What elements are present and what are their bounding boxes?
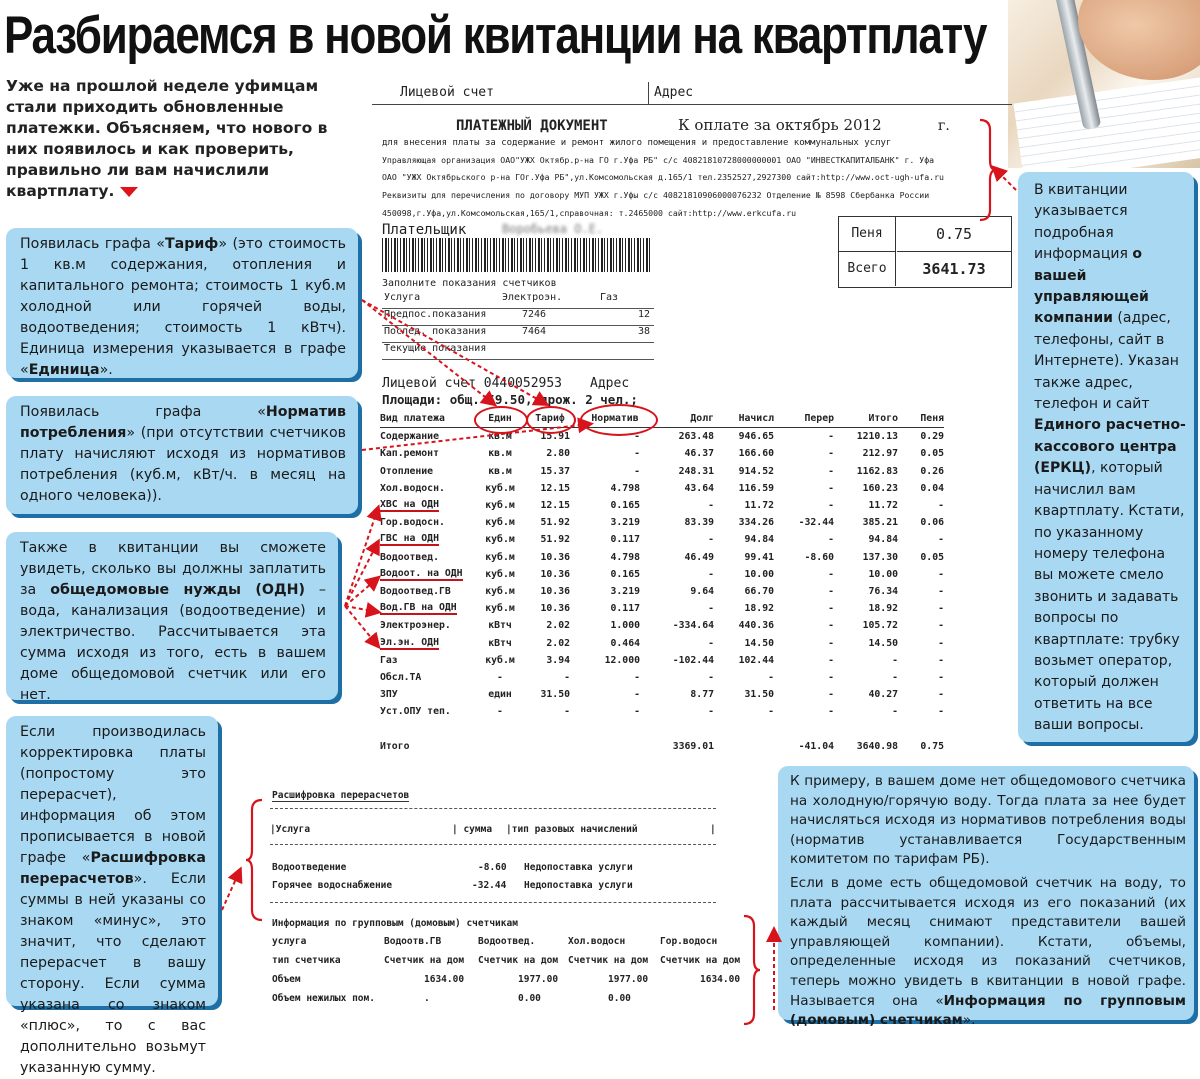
mgmt-address: ОАО "УЖХ Октябрьского р-на ГОг.Уфа РБ",ул.Комсомольская д.165/1 тел.2352527,2927300 сайт:http://www.oct-ugh-ufa.ru (382, 172, 944, 182)
cell-value: 10.36 (540, 603, 570, 615)
cell-value: - (708, 568, 714, 580)
group-cell: 1977.00 (518, 974, 559, 985)
meters-row-el: 7464 (522, 326, 547, 337)
callout-bold: Единого расчетно-кассового центра (ЕРКЦ) (1034, 417, 1186, 477)
address-label: Адрес (654, 85, 694, 100)
group-cell: услуга (272, 936, 307, 947)
cell-value: 440.36 (738, 620, 774, 632)
cell-value: 10.00 (744, 568, 774, 580)
callout-bold: Единица (28, 362, 100, 378)
meters-row-el: 7246 (522, 309, 547, 320)
callout-bold: Тариф (164, 236, 219, 252)
callout-text: Также в квитанции вы сможете увидеть, сколько вы должны заплатить за (20, 540, 326, 598)
cell-value: Эл.эн. ОДН (380, 636, 439, 648)
total-cell-penalty: 0.75 (920, 741, 944, 753)
erkc-line: 450098,г.Уфа,ул.Комсомольская,165/1,справочная: т.2465000 сайт:http://www.erkcufa.ru (382, 208, 797, 218)
cell-value: 1162.83 (856, 465, 898, 477)
callout-bold: о вашей управляющей компании (1034, 246, 1149, 327)
group-cell: Счетчик на дом (478, 955, 559, 966)
cell-value: - (828, 431, 834, 443)
arrow-to-norm (362, 424, 590, 450)
cell-value: 12.000 (604, 654, 640, 666)
callout-text: Если производилась корректировка платы (попростому это перерасчет), информация об этом прописывается в новой графе « (20, 724, 206, 866)
th-tariff: Тариф (535, 413, 565, 425)
callout-text: ». Если суммы в ней указаны со знаком «минус», это значит, что сделают перерасчет в вашу сторону. Если сумма указана со знаком «плюс», то с вас дополнительно возьмут указанную сумму. (20, 871, 206, 1076)
year-suffix: г. (938, 118, 950, 134)
cell-value: 46.37 (684, 448, 714, 460)
areas-line: Площади: общ. 59.50, прож. 2 чел.; (382, 392, 638, 407)
recalc-title: Расшифровка перерасчетов (272, 790, 410, 801)
callout-bold: Расшифровка перерасчетов (20, 850, 206, 887)
account-number: Лицевой счет 0440052953 (382, 376, 563, 391)
meters-row-gas: 12 (637, 309, 650, 320)
cell-value: 2.02 (546, 620, 570, 632)
cell-value: 1.000 (610, 620, 640, 632)
cell-value: - (828, 654, 834, 666)
cell-value: - (634, 465, 640, 477)
cell-value: 10.36 (540, 568, 570, 580)
cell-value: - (938, 689, 944, 701)
cell-value: куб.м (485, 534, 515, 546)
cell-value: - (708, 706, 714, 718)
cell-value: 2.80 (546, 448, 570, 460)
th-total: Итого (868, 413, 898, 425)
cell-value: куб.м (485, 551, 515, 563)
cell-value: - (634, 689, 640, 701)
cell-value: 18.92 (744, 603, 774, 615)
cell-value: 15.37 (540, 465, 570, 477)
account-label: Лицевой счет (400, 85, 494, 100)
cell-value: 51.92 (540, 517, 570, 529)
cell-value: 0.04 (920, 482, 944, 494)
cell-value: - (828, 568, 834, 580)
arrow-to-gvs-odn (345, 542, 378, 606)
meters-title: Заполните показания счетчиков (382, 278, 557, 289)
cell-value: 0.29 (920, 431, 944, 443)
callout-text: – вода, канализация (водоотведение) и электричество. Рассчитывается эта сумма исходя из того, есть в вашем доме общедомовой счетчик или его нет. (20, 582, 327, 703)
callout-text: ». (962, 1012, 976, 1029)
cell-value: -102.44 (672, 654, 714, 666)
cell-value: куб.м (485, 482, 515, 494)
cell-value: 914.52 (738, 465, 774, 477)
callout-text: » (при отсутствии счетчиков плату начисляют исходя из нормативов потребления (куб.м, кВт/ч. в месяц на одного человека)). (20, 425, 346, 504)
group-cell: 0.00 (608, 993, 631, 1004)
cell-value: - (768, 706, 774, 718)
cell-value: 0.117 (610, 534, 640, 546)
purpose-line: для внесения платы за содержание и ремонт жилого помещения и предоставление коммунальных услуг (382, 138, 892, 148)
cell-value: куб.м (485, 517, 515, 529)
callout-text: К примеру, в вашем доме нет общедомового счетчика на холодную/горячую воду. Тогда плата за нее будет начисляться исходя из нормативов потребления воды (норматив устанавливается Государственным комитетом по тарифам РБ). (790, 773, 1186, 868)
cell-value: един (488, 689, 512, 701)
cell-value: 11.72 (868, 500, 898, 512)
cell-value: Гор.водосн. (380, 517, 445, 529)
cell-value: - (828, 500, 834, 512)
cell-value: - (828, 482, 834, 494)
cell-value: 334.26 (738, 517, 774, 529)
cell-value: 102.44 (738, 654, 774, 666)
cell-value: 166.60 (738, 448, 774, 460)
total-cell-debt: 3369.01 (672, 741, 714, 753)
cell-value: - (828, 603, 834, 615)
meters-head-electric: Электроэн. (502, 292, 563, 303)
th-norm: Норматив (591, 413, 639, 425)
cell-value: 94.84 (868, 534, 898, 546)
bracket-recalc (246, 800, 262, 920)
page-title: Разбираемся в новой квитанции на квартплату (4, 6, 987, 65)
cell-value: - (938, 637, 944, 649)
recalc-row-name: Водоотведение (272, 862, 347, 873)
th-type: Вид платежа (380, 413, 445, 425)
cell-value: - (938, 654, 944, 666)
cell-value: Уст.ОПУ теп. (380, 706, 451, 718)
cell-value: 12.15 (540, 500, 570, 512)
recalc-row-sum: -32.44 (472, 880, 507, 891)
cell-value: Отопление (380, 465, 434, 477)
cell-value: Газ (380, 654, 398, 666)
cell-value: -334.64 (672, 620, 714, 632)
cell-value: 116.59 (738, 482, 774, 494)
group-cell: 1977.00 (608, 974, 649, 985)
group-cell: . (424, 993, 430, 1004)
cell-value: куб.м (485, 500, 515, 512)
group-cell: Объем нежилых пом. (272, 993, 375, 1004)
cell-value: - (828, 585, 834, 597)
arrow-to-company (994, 168, 1016, 190)
cell-value: 3.219 (610, 585, 640, 597)
payer-label: Плательщик (382, 222, 467, 238)
cell-value: 0.117 (610, 603, 640, 615)
th-charged: Начисл (738, 413, 774, 425)
cell-value: куб.м (485, 568, 515, 580)
cell-value: 51.92 (540, 534, 570, 546)
cell-value: - (634, 706, 640, 718)
cell-value: 0.165 (610, 500, 640, 512)
cell-value: Обсл.ТА (380, 671, 422, 683)
cell-value: 10.00 (868, 568, 898, 580)
total-cell-type: Итого (380, 741, 410, 753)
cell-value: - (828, 620, 834, 632)
group-cell: Счетчик на дом (660, 955, 741, 966)
meters-row-gas: 38 (637, 326, 650, 337)
cell-value: 946.65 (738, 431, 774, 443)
cell-value: - (938, 534, 944, 546)
bracket-group (744, 916, 760, 1024)
cell-value: - (497, 671, 503, 683)
recalc-row-name: Горячее водоснабжение (272, 880, 393, 891)
cell-value: 263.48 (678, 431, 714, 443)
cell-value: 105.72 (862, 620, 898, 632)
cell-value: - (768, 671, 774, 683)
cell-value: ГВС на ОДН (380, 533, 439, 545)
cell-value: 1210.13 (856, 431, 898, 443)
group-cell: 0.00 (518, 993, 541, 1004)
meters-head-gas: Газ (600, 292, 619, 303)
cell-value: - (828, 465, 834, 477)
cell-value: - (892, 654, 898, 666)
arrow-to-tariff (362, 300, 546, 404)
cell-value: - (708, 534, 714, 546)
lead-text: Уже на прошлой неделе уфимцам стали приходить обновленные платежки. Объясняем, что нового в них появилось и как проверить, правильно ли вам начислили квартплату. (6, 77, 328, 200)
cell-value: - (828, 671, 834, 683)
cell-value: 385.21 (862, 517, 898, 529)
group-cell: тип счетчика (272, 955, 341, 966)
callout-text: , который начислил вам квартплату. Кстати, по указанному номеру телефона вы можете смело звонить и задавать вопросы по квартплате: трубку возьмет оператор, который должен ответить на все ваши вопросы. (1034, 460, 1185, 734)
cell-value: Хол.водосн. (380, 482, 445, 494)
cell-value: 43.64 (684, 482, 714, 494)
callout-text: Появилась графа « (20, 404, 266, 420)
total-cell-total: 3640.98 (856, 741, 898, 753)
cell-value: 0.165 (610, 568, 640, 580)
group-cell: Счетчик на дом (568, 955, 649, 966)
cell-value: - (938, 706, 944, 718)
total-value: 3641.73 (922, 260, 986, 278)
callout-text: Появилась графа « (20, 236, 165, 252)
group-cell: 1634.00 (700, 974, 741, 985)
callout-text: » (это стоимость 1 кв.м содержания, отопления и капитального ремонта; стоимость 1 куб.м холодной или горячей воды, водоотведения; стоимость 1 кВтч). Единица измерения указывается в графе « (20, 236, 346, 378)
meters-head-service: Услуга (384, 292, 421, 303)
cell-value: - (564, 706, 570, 718)
arrow-to-unit (362, 300, 494, 404)
cell-value: куб.м (485, 654, 515, 666)
cell-value: ЗПУ (380, 689, 398, 701)
cell-value: 3.94 (546, 654, 570, 666)
cell-value: - (564, 671, 570, 683)
th-recalc: Перер (804, 413, 834, 425)
recalc-head-sum: | сумма (452, 824, 493, 835)
cell-value: - (828, 448, 834, 460)
cell-value: - (708, 603, 714, 615)
cell-value: - (938, 500, 944, 512)
cell-value: 76.34 (868, 585, 898, 597)
cell-value: 15.91 (540, 431, 570, 443)
cell-value: 10.36 (540, 585, 570, 597)
cell-value: 31.50 (744, 689, 774, 701)
group-cell: Гор.водосн (660, 936, 718, 947)
cell-value: 83.39 (684, 517, 714, 529)
cell-value: 0.26 (920, 465, 944, 477)
cell-value: - (828, 637, 834, 649)
cell-value: - (828, 689, 834, 701)
cell-value: - (634, 448, 640, 460)
cell-value: - (828, 706, 834, 718)
cell-value: 0.464 (610, 637, 640, 649)
cell-value: - (892, 706, 898, 718)
group-cell: Объем (272, 974, 301, 985)
cell-value: 2.02 (546, 637, 570, 649)
bracket-company (980, 120, 996, 220)
cell-value: 46.49 (684, 551, 714, 563)
callout-text: В квитанции указывается подробная информация (1034, 182, 1133, 263)
cell-value: Водоот. на ОДН (380, 567, 463, 579)
cell-value: 3.219 (610, 517, 640, 529)
cell-value: Вод.ГВ на ОДН (380, 602, 457, 614)
mgmt-line: Управляющая организация ОАО"УЖХ Октябр.р-на ГО г.Уфа РБ" с/с 40821810728000000001 ОАО "ИНВЕСТКАПИТАЛБАНК" г. Уфа (382, 155, 935, 165)
meters-row-label: Текущие показания (384, 343, 487, 354)
cell-value: - (634, 671, 640, 683)
cell-value: - (708, 671, 714, 683)
cell-value: - (708, 637, 714, 649)
penalty-label: Пеня (839, 217, 896, 252)
group-cell: 1634.00 (424, 974, 465, 985)
cell-value: куб.м (485, 603, 515, 615)
recalc-head-type: |тип разовых начислений (506, 824, 638, 835)
cell-value: ХВС на ОДН (380, 499, 439, 511)
callout-text: ». (99, 362, 113, 378)
recalc-row-type: Недопоставка услуги (524, 862, 633, 873)
cell-value: 160.23 (862, 482, 898, 494)
cell-value: 212.97 (862, 448, 898, 460)
recalc-row-type: Недопоставка услуги (524, 880, 633, 891)
cell-value: 11.72 (744, 500, 774, 512)
callout-text: (адрес, телефоны, сайт в Интернете). Указан также адрес, телефон и сайт (1034, 310, 1179, 413)
cell-value: Водоотвед. (380, 551, 439, 563)
cell-value: кв.м (488, 465, 512, 477)
cell-value: - (938, 603, 944, 615)
cell-value: 14.50 (868, 637, 898, 649)
address2-label: Адрес (590, 376, 630, 391)
cell-value: кв.м (488, 448, 512, 460)
cell-value: - (938, 585, 944, 597)
cell-value: 10.36 (540, 551, 570, 563)
th-unit: Един (488, 413, 512, 425)
group-cell: Хол.водосн (568, 936, 626, 947)
th-penalty: Пеня (920, 413, 944, 425)
cell-value: 0.06 (920, 517, 944, 529)
cell-value: 14.50 (744, 637, 774, 649)
pay-for-period: К оплате за октябрь 2012 (678, 116, 882, 134)
cell-value: - (892, 671, 898, 683)
payer-name: Воробьева О.Е. (502, 222, 604, 236)
cell-value: кВтч (488, 620, 512, 632)
th-debt: Долг (690, 413, 714, 425)
doc-title: ПЛАТЕЖНЫЙ ДОКУМЕНТ (456, 118, 608, 134)
cell-value: Электроэнер. (380, 620, 451, 632)
cell-value: 31.50 (540, 689, 570, 701)
cell-value: - (938, 671, 944, 683)
cell-value: Водоотвед.ГВ (380, 585, 451, 597)
cell-value: 9.64 (690, 585, 714, 597)
requisites-line: Реквизиты для перечисления по договору МУП УЖХ г.Уфы с/с 40821810906000076232 Отделение № 8598 Сбербанка России (382, 190, 930, 200)
group-cell: Водоотвед. (478, 936, 536, 947)
cell-value: кв.м (488, 431, 512, 443)
callout-text: Если в доме есть общедомовой счетчик на воду, то плата рассчитывается исходя из его показаний (их каждый месяц снимают представители вашей управляющей компании). Кстати, объемы, определенные исходя из показаний счетчиков, теперь можно увидеть в квитанции в новой графе. Называется она « (790, 874, 1186, 1009)
callout-bold: Информация по групповым (домовым) счетчикам (790, 992, 1186, 1029)
cell-value: 137.30 (862, 551, 898, 563)
cell-value: 40.27 (868, 689, 898, 701)
cell-value: 4.798 (610, 482, 640, 494)
cell-value: куб.м (485, 585, 515, 597)
cell-value: 18.92 (868, 603, 898, 615)
cell-value: -32.44 (798, 517, 834, 529)
cell-value: - (708, 500, 714, 512)
total-label: Всего (839, 252, 896, 286)
cell-value: кВтч (488, 637, 512, 649)
penalty-value: 0.75 (897, 217, 1011, 252)
cell-value: Содержание (380, 431, 439, 443)
group-cell: Водоотв.ГВ (384, 936, 442, 947)
cell-value: 248.31 (678, 465, 714, 477)
cell-value: 12.15 (540, 482, 570, 494)
cell-value: 4.798 (610, 551, 640, 563)
cell-value: 0.05 (920, 448, 944, 460)
total-cell-recalc: -41.04 (798, 741, 834, 753)
meters-row-label: Предпос.показания (384, 309, 487, 320)
cell-value: 94.84 (744, 534, 774, 546)
recalc-row-sum: -8.60 (478, 862, 507, 873)
arrow-to-recalc (222, 870, 240, 910)
cell-value: Кап.ремонт (380, 448, 439, 460)
cell-value: 66.70 (744, 585, 774, 597)
cell-value: - (497, 706, 503, 718)
callout-bold: Норматив потребления (20, 404, 346, 441)
cell-value: -8.60 (804, 551, 834, 563)
cell-value: - (634, 431, 640, 443)
cell-value: - (938, 620, 944, 632)
cell-value: 0.05 (920, 551, 944, 563)
cell-value: - (938, 568, 944, 580)
recalc-head-end: | (710, 824, 716, 835)
cell-value: 99.41 (744, 551, 774, 563)
meters-row-label: Послед. показания (384, 326, 487, 337)
group-meters-title: Информация по групповым (домовым) счетчикам (272, 918, 518, 929)
group-cell: Счетчик на дом (384, 955, 465, 966)
recalc-head-service: |Услуга (270, 824, 311, 835)
cell-value: 8.77 (690, 689, 714, 701)
cell-value: - (828, 534, 834, 546)
callout-bold: общедомовые нужды (ОДН) (50, 582, 305, 598)
